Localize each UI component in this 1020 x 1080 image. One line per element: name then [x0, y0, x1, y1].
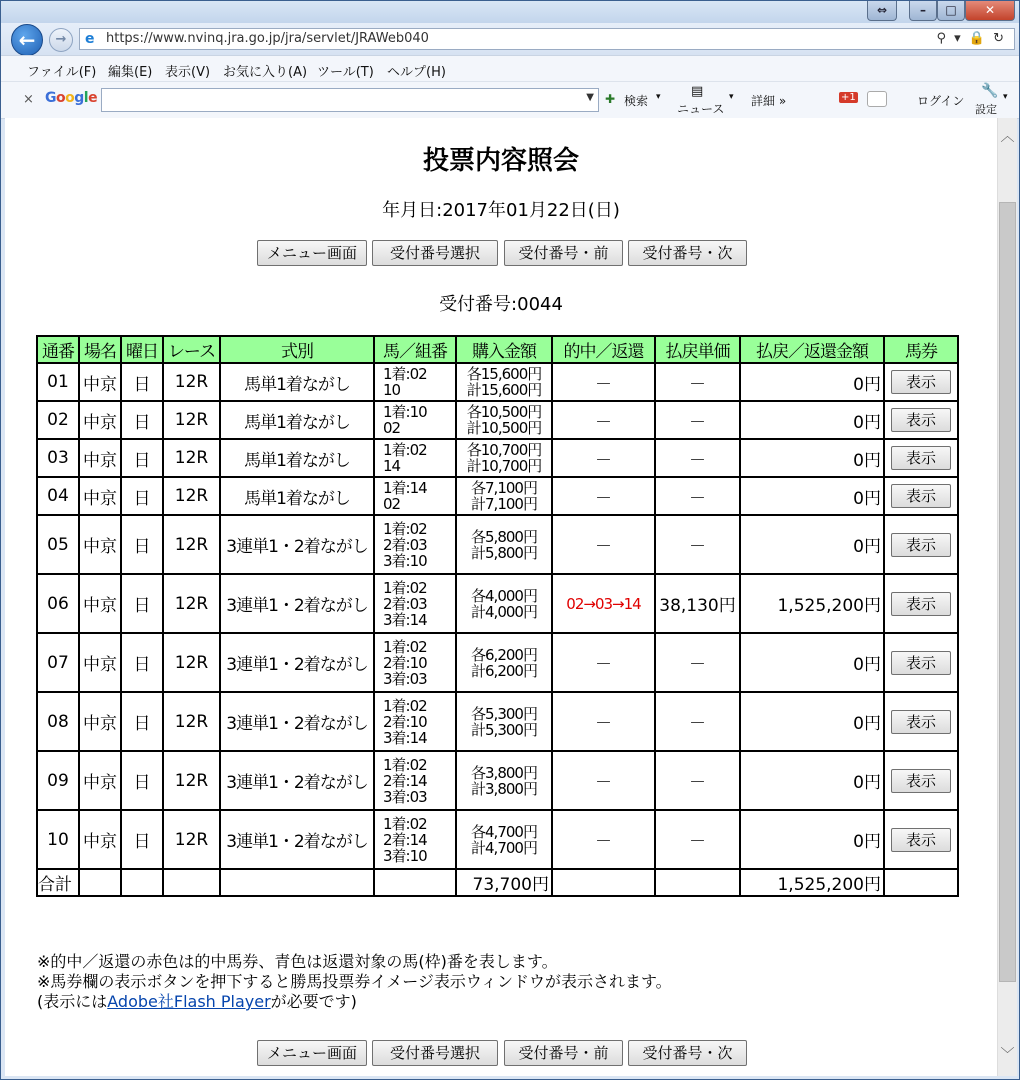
cell-payout: 0円	[740, 515, 884, 574]
cell-unit: －	[655, 633, 740, 692]
cell-type: 3連単1・2着ながし	[220, 751, 374, 810]
note-line-3	[37, 992, 672, 1012]
cell-venue: 中京	[79, 439, 121, 477]
title-bar	[1, 1, 1019, 23]
combo-line: 1着:14	[383, 479, 427, 497]
amount-line: 各5,300円	[471, 704, 537, 723]
menu-edit[interactable]: 編集(E)	[108, 65, 153, 80]
cell-no: 10	[37, 810, 79, 869]
amount-line: 計6,200円	[471, 661, 537, 680]
cell-venue: 中京	[79, 401, 121, 439]
scroll-up-icon[interactable]: ︿	[1000, 129, 1015, 145]
receipt-number: 受付番号:0044	[439, 294, 563, 315]
scroll-thumb[interactable]	[999, 202, 1016, 982]
address-tools[interactable]: ⚲ ▾ 🔒 ↻	[936, 31, 1006, 46]
col-hit: 的中／返還	[552, 336, 655, 363]
cell-amount	[456, 363, 552, 401]
cell-unit: －	[655, 477, 740, 515]
col-no: 通番	[37, 336, 79, 363]
note-line-1: ※的中／返還の赤色は的中馬券、青色は返還対象の馬(枠)番を表します。	[37, 952, 558, 971]
menu-screen-button[interactable]: メニュー画面	[257, 1040, 367, 1066]
cell-type: 3連単1・2着ながし	[220, 633, 374, 692]
combo-line: 14	[383, 457, 401, 475]
cell-unit: －	[655, 810, 740, 869]
cell-unit: －	[655, 692, 740, 751]
cell-hit: －	[552, 810, 655, 869]
cell-day: 日	[121, 751, 163, 810]
url-text: https://www.nvinq.jra.go.jp/jra/servlet/JRAWeb040	[106, 31, 429, 46]
cell-venue: 中京	[79, 477, 121, 515]
amount-line: 計4,000円	[471, 602, 537, 621]
show-ticket-button[interactable]: 表示	[891, 592, 951, 616]
cell-unit: －	[655, 363, 740, 401]
cell-race: 12R	[163, 401, 220, 439]
page-title: 投票内容照会	[422, 146, 579, 176]
cell-payout: 0円	[740, 439, 884, 477]
col-payout: 払戻／返還金額	[740, 336, 884, 363]
receipt-select-button[interactable]: 受付番号選択	[372, 1040, 498, 1066]
cell-ticket	[884, 633, 958, 692]
cell-no: 05	[37, 515, 79, 574]
cell-payout: 0円	[740, 751, 884, 810]
page-viewport	[5, 118, 997, 1076]
combo-line: 2着:03	[383, 535, 427, 554]
cell-amount	[456, 692, 552, 751]
flash-player-link[interactable]: Adobe社Flash Player	[107, 992, 271, 1011]
total-empty	[884, 869, 958, 896]
menu-help[interactable]: ヘルプ(H)	[387, 65, 446, 80]
show-ticket-button[interactable]: 表示	[891, 651, 951, 675]
cell-day: 日	[121, 810, 163, 869]
cell-amount	[456, 751, 552, 810]
cell-payout: 0円	[740, 810, 884, 869]
receipt-prev-button[interactable]: 受付番号・前	[504, 240, 623, 266]
amount-line: 計5,800円	[471, 543, 537, 562]
cell-hit: －	[552, 515, 655, 574]
combo-line: 1着:02	[383, 637, 427, 656]
combo-line: 1着:10	[383, 403, 427, 421]
amount-line: 各4,700円	[471, 822, 537, 841]
cell-payout: 1,525,200円	[740, 574, 884, 633]
combo-line: 3着:03	[383, 669, 427, 688]
cell-venue: 中京	[79, 810, 121, 869]
amount-line: 各4,000円	[471, 586, 537, 605]
gplus-icon[interactable]: +1	[841, 92, 856, 103]
combo-line: 1着:02	[383, 365, 427, 383]
cell-type: 馬単1着ながし	[220, 477, 374, 515]
cell-amount	[456, 477, 552, 515]
col-venue: 場名	[79, 336, 121, 363]
cell-combo	[374, 477, 456, 515]
bets-table	[36, 335, 959, 897]
cell-hit: 02→03→14	[552, 574, 655, 633]
show-ticket-button[interactable]: 表示	[891, 828, 951, 852]
details-button[interactable]: 詳細 »	[751, 94, 787, 108]
cell-type: 馬単1着ながし	[220, 439, 374, 477]
search-icon[interactable]: ✚	[605, 92, 616, 106]
cell-race: 12R	[163, 810, 220, 869]
cell-type: 3連単1・2着ながし	[220, 515, 374, 574]
cell-combo	[374, 810, 456, 869]
amount-line: 計10,700円	[466, 457, 542, 475]
scroll-down-icon[interactable]: ﹀	[1000, 1047, 1015, 1063]
total-empty	[374, 869, 456, 896]
menu-tools[interactable]: ツール(T)	[317, 65, 374, 80]
news-icon: ▤	[691, 84, 704, 99]
amount-line: 各6,200円	[471, 645, 537, 664]
col-amount: 購入金額	[456, 336, 552, 363]
cell-unit: 38,130円	[655, 574, 740, 633]
combo-line: 2着:14	[383, 771, 427, 790]
minimize-button[interactable]: –	[909, 1, 937, 21]
col-type: 式別	[220, 336, 374, 363]
table-row	[37, 401, 958, 439]
combo-line: 2着:03	[383, 594, 427, 613]
table-row	[37, 363, 958, 401]
bets-body	[37, 363, 958, 896]
amount-line: 各15,600円	[466, 365, 542, 383]
combo-line: 1着:02	[383, 814, 427, 833]
table-row	[37, 633, 958, 692]
note-line-3-post: が必要です)	[270, 992, 357, 1011]
google-search-input[interactable]	[101, 88, 599, 112]
combo-line: 3着:10	[383, 551, 427, 570]
cell-payout: 0円	[740, 363, 884, 401]
table-row	[37, 515, 958, 574]
cell-type: 馬単1着ながし	[220, 363, 374, 401]
combo-line: 1着:02	[383, 696, 427, 715]
login-link[interactable]: ログイン	[917, 94, 965, 108]
total-payout: 1,525,200円	[740, 869, 884, 896]
col-race: レース	[163, 336, 220, 363]
cell-no: 09	[37, 751, 79, 810]
cell-amount	[456, 439, 552, 477]
google-toolbar	[1, 81, 1019, 119]
cell-ticket	[884, 477, 958, 515]
settings-label[interactable]: 設定	[975, 103, 997, 116]
amount-line: 各5,800円	[471, 527, 537, 546]
table-row	[37, 574, 958, 633]
receipt-prev-button[interactable]: 受付番号・前	[504, 1040, 623, 1066]
combo-line: 3着:10	[383, 846, 427, 865]
amount-line: 計7,100円	[471, 495, 537, 513]
close-window-button[interactable]: ✕	[965, 1, 1015, 21]
col-day: 曜日	[121, 336, 163, 363]
menu-bar	[1, 55, 1019, 82]
cell-combo	[374, 363, 456, 401]
chevron-down-icon[interactable]: ▾	[656, 92, 661, 102]
cell-hit: －	[552, 751, 655, 810]
cell-no: 02	[37, 401, 79, 439]
table-row	[37, 751, 958, 810]
cell-type: 馬単1着ながし	[220, 401, 374, 439]
gplus-toggle[interactable]	[867, 91, 887, 107]
cell-type: 3連単1・2着ながし	[220, 574, 374, 633]
cell-race: 12R	[163, 751, 220, 810]
amount-line: 計5,300円	[471, 720, 537, 739]
amount-line: 計10,500円	[466, 419, 542, 437]
chevron-down-icon[interactable]: ▾	[1003, 92, 1008, 102]
menu-file[interactable]: ファイル(F)	[27, 65, 97, 80]
maximize-button[interactable]: □	[937, 1, 965, 21]
cell-ticket	[884, 515, 958, 574]
cell-ticket	[884, 439, 958, 477]
cell-venue: 中京	[79, 363, 121, 401]
cell-race: 12R	[163, 477, 220, 515]
receipt-next-button[interactable]: 受付番号・次	[628, 1040, 747, 1066]
combo-line: 3着:14	[383, 728, 427, 747]
cell-venue: 中京	[79, 751, 121, 810]
cell-type: 3連単1・2着ながし	[220, 810, 374, 869]
cell-unit: －	[655, 515, 740, 574]
combo-line: 3着:03	[383, 787, 427, 806]
cell-ticket	[884, 401, 958, 439]
cell-payout: 0円	[740, 401, 884, 439]
show-ticket-button[interactable]: 表示	[891, 446, 951, 470]
vertical-scrollbar[interactable]	[997, 118, 1017, 1076]
amount-line: 計3,800円	[471, 779, 537, 798]
col-ticket: 馬券	[884, 336, 958, 363]
total-label: 合計	[37, 869, 79, 896]
cell-hit: －	[552, 477, 655, 515]
cell-amount	[456, 515, 552, 574]
combo-line: 2着:10	[383, 712, 427, 731]
ie-icon: e	[85, 31, 95, 47]
cell-combo	[374, 751, 456, 810]
cell-unit: －	[655, 751, 740, 810]
total-empty	[655, 869, 740, 896]
cell-race: 12R	[163, 439, 220, 477]
menu-favorites[interactable]: お気に入り(A)	[223, 65, 308, 80]
cell-venue: 中京	[79, 633, 121, 692]
show-ticket-button[interactable]: 表示	[891, 484, 951, 508]
cell-combo	[374, 401, 456, 439]
note-line-2: ※馬券欄の表示ボタンを押下すると勝馬投票券イメージ表示ウィンドウが表示されます。	[37, 972, 672, 991]
cell-venue: 中京	[79, 692, 121, 751]
amount-line: 各3,800円	[471, 763, 537, 782]
table-row	[37, 810, 958, 869]
cell-ticket	[884, 810, 958, 869]
cell-ticket	[884, 751, 958, 810]
cell-payout: 0円	[740, 692, 884, 751]
show-ticket-button[interactable]: 表示	[891, 533, 951, 557]
col-combo: 馬／組番	[374, 336, 456, 363]
total-row	[37, 869, 958, 896]
cell-combo	[374, 515, 456, 574]
total-empty	[121, 869, 163, 896]
notes	[37, 952, 672, 1012]
cell-race: 12R	[163, 692, 220, 751]
show-ticket-button[interactable]: 表示	[891, 408, 951, 432]
cell-combo	[374, 574, 456, 633]
cell-payout: 0円	[740, 477, 884, 515]
cell-amount	[456, 633, 552, 692]
cell-unit: －	[655, 401, 740, 439]
table-row	[37, 477, 958, 515]
combo-line: 10	[383, 381, 401, 399]
combo-line: 02	[383, 419, 401, 437]
show-ticket-button[interactable]: 表示	[891, 370, 951, 394]
cell-day: 日	[121, 692, 163, 751]
combo-line: 02	[383, 495, 401, 513]
cell-unit: －	[655, 439, 740, 477]
combo-line: 1着:02	[383, 755, 427, 774]
cell-hit: －	[552, 439, 655, 477]
cell-day: 日	[121, 633, 163, 692]
cell-combo	[374, 439, 456, 477]
cell-hit: －	[552, 363, 655, 401]
cell-day: 日	[121, 439, 163, 477]
cell-race: 12R	[163, 574, 220, 633]
address-bar[interactable]	[79, 28, 1015, 50]
cell-venue: 中京	[79, 574, 121, 633]
cell-day: 日	[121, 574, 163, 633]
total-empty	[220, 869, 374, 896]
cell-no: 01	[37, 363, 79, 401]
table-row	[37, 692, 958, 751]
chevron-down-icon[interactable]: ▾	[729, 92, 734, 102]
table-row	[37, 439, 958, 477]
total-empty	[79, 869, 121, 896]
cell-ticket	[884, 692, 958, 751]
cell-race: 12R	[163, 363, 220, 401]
news-button[interactable]: ニュース	[677, 102, 725, 116]
cell-amount	[456, 810, 552, 869]
cell-day: 日	[121, 515, 163, 574]
cell-no: 06	[37, 574, 79, 633]
menu-view[interactable]: 表示(V)	[165, 65, 211, 80]
receipt-next-button[interactable]: 受付番号・次	[628, 240, 747, 266]
cell-race: 12R	[163, 633, 220, 692]
cell-amount	[456, 401, 552, 439]
cell-combo	[374, 692, 456, 751]
forward-button[interactable]: →	[49, 28, 73, 52]
cell-day: 日	[121, 477, 163, 515]
cell-amount	[456, 574, 552, 633]
combo-line: 3着:14	[383, 610, 427, 629]
show-ticket-button[interactable]: 表示	[891, 710, 951, 734]
wrench-icon[interactable]: 🔧	[981, 83, 999, 99]
amount-line: 計15,600円	[466, 381, 542, 399]
combo-line: 1着:02	[383, 441, 427, 459]
cell-race: 12R	[163, 515, 220, 574]
cell-type: 3連単1・2着ながし	[220, 692, 374, 751]
col-unit: 払戻単価	[655, 336, 740, 363]
cell-hit: －	[552, 401, 655, 439]
cell-no: 03	[37, 439, 79, 477]
amount-line: 計4,700円	[471, 838, 537, 857]
google-logo: Google	[45, 90, 98, 106]
cell-hit: －	[552, 692, 655, 751]
combo-line: 2着:14	[383, 830, 427, 849]
combo-line: 2着:10	[383, 653, 427, 672]
total-empty	[552, 869, 655, 896]
cell-combo	[374, 633, 456, 692]
restore-button[interactable]: ⇔	[867, 1, 897, 21]
google-search-button[interactable]: 検索	[624, 94, 649, 108]
table-header	[37, 336, 958, 363]
show-ticket-button[interactable]: 表示	[891, 769, 951, 793]
total-amount: 73,700円	[456, 869, 552, 896]
cell-payout: 0円	[740, 633, 884, 692]
cell-no: 04	[37, 477, 79, 515]
cell-no: 07	[37, 633, 79, 692]
menu-screen-button[interactable]: メニュー画面	[257, 240, 367, 266]
receipt-select-button[interactable]: 受付番号選択	[372, 240, 498, 266]
amount-line: 各10,500円	[466, 403, 542, 421]
cell-hit: －	[552, 633, 655, 692]
cell-day: 日	[121, 401, 163, 439]
combo-line: 1着:02	[383, 578, 427, 597]
cell-day: 日	[121, 363, 163, 401]
note-line-3-pre: (表示には	[37, 992, 108, 1011]
chevron-down-icon[interactable]: ▼	[586, 92, 594, 103]
amount-line: 各10,700円	[466, 441, 542, 459]
toolbar-close-icon[interactable]: ×	[23, 92, 34, 107]
cell-ticket	[884, 574, 958, 633]
amount-line: 各7,100円	[471, 479, 537, 497]
combo-line: 1着:02	[383, 519, 427, 538]
cell-ticket	[884, 363, 958, 401]
total-empty	[163, 869, 220, 896]
cell-venue: 中京	[79, 515, 121, 574]
back-button[interactable]: ←	[11, 24, 43, 56]
date-line: 年月日:2017年01月22日(日)	[382, 200, 620, 221]
address-row	[1, 23, 1019, 55]
cell-no: 08	[37, 692, 79, 751]
